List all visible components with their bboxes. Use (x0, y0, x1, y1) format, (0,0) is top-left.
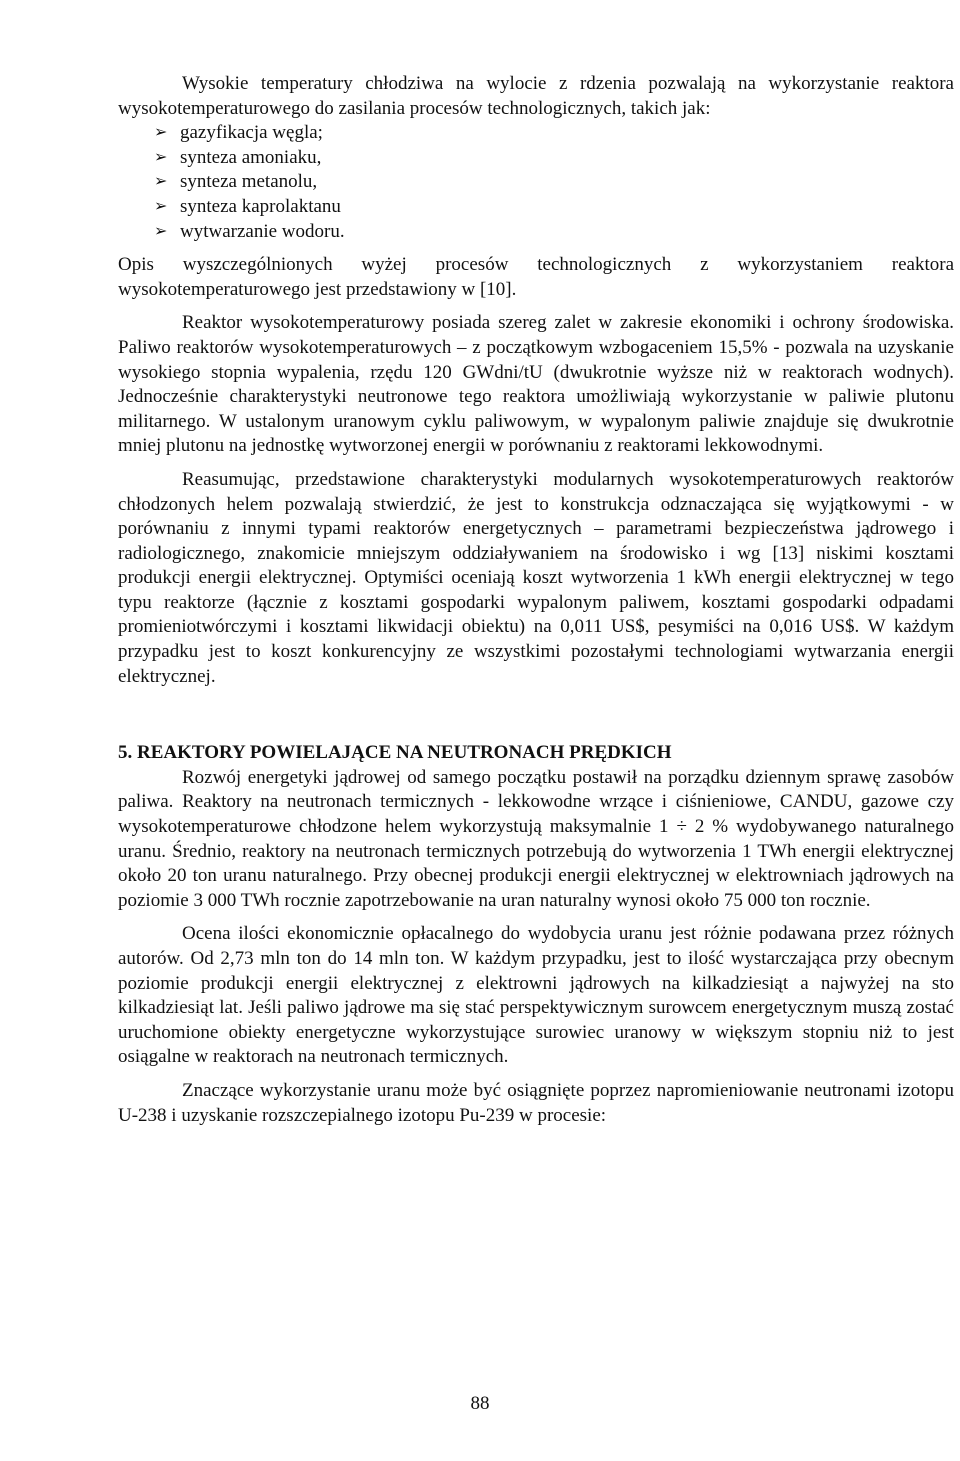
list-item-text: synteza kaprolaktanu (180, 195, 341, 217)
list-item (154, 121, 954, 146)
paragraph-reaktor: Reaktor wysokotemperaturowy posiada szereg zalet w zakresie ekonomiki i ochrony środowiska. Paliwo reaktorów wysokotemperaturowych – z początkowym wzbogaceniem 15,5% - pozwala na uzyskanie wysokiego stopnia wypalenia, rzędu 120 GWdni/tU (dwukrotnie wyższe niż w reaktorach wodnych). Jednocześnie charakterystyki neutronowe tego reaktora umożliwiają wykorzystanie w paliwie plutonu militarnego. W ustalonym uranowym cyklu paliwowym, w wypalonym paliwie znajduje się dwukrotnie mniej plutonu na jednostkę wytworzonej energii w porównaniu z reaktorami lekkowodnymi. (118, 312, 954, 457)
paragraph-ocena: Ocena ilości ekonomicznie opłacalnego do wydobycia uranu jest różnie podawana przez różnych autorów. Od 2,73 mln ton do 14 mln ton. W każdym przypadku, jest to ilość wystarczająca przy obecnym poziomie produkcji energii elektrycznej z elektrowni jądrowych na kilkadziesiąt a najwyżej na sto kilkadziesiąt lat. Jeśli paliwo jądrowe ma się stać perspektywicznym surowcem energetycznym muszą zostać uruchomione obiekty energetyczne wykorzystujące surowiec uranowy w większym stopniu niż to jest osiągalne w reaktorach na neutronach termicznych. (118, 923, 954, 1068)
arrow-bullet-icon: ➢ (154, 173, 168, 191)
spacer (118, 302, 954, 311)
document-page (118, 72, 954, 1128)
list-item (154, 170, 954, 195)
spacer (118, 1070, 954, 1079)
page-number: 88 (470, 1393, 490, 1414)
section-heading: 5. REAKTORY POWIELAJĄCE NA NEUTRONACH PRĘDKICH (118, 742, 672, 764)
arrow-bullet-icon: ➢ (154, 124, 168, 142)
list-item-text: synteza amoniaku, (180, 146, 322, 168)
arrow-bullet-icon: ➢ (154, 222, 168, 240)
list-item-text: gazyfikacja węgla; (180, 122, 323, 144)
spacer (118, 689, 954, 741)
process-list (118, 121, 954, 244)
arrow-bullet-icon: ➢ (154, 197, 168, 215)
paragraph-znaczace: Znaczące wykorzystanie uranu może być osiągnięte poprzez napromieniowanie neutronami izotopu U-238 i uzyskanie rozszczepialnego izotopu Pu-239 w procesie: (118, 1079, 954, 1126)
intro-paragraph: Wysokie temperatury chłodziwa na wylocie z rdzenia pozwalają na wykorzystanie reaktora wysokotemperaturowego do zasilania procesów technologicznych, takich jak: (118, 73, 954, 119)
spacer (118, 913, 954, 922)
list-item (154, 220, 954, 245)
list-item (154, 195, 954, 220)
list-item-text: synteza metanolu, (180, 171, 318, 193)
paragraph-reasumujac: Reasumując, przedstawione charakterystyki modularnych wysokotemperaturowych reaktorów chłodzonych helem pozwalają stwierdzić, że jest to konstrukcja odznaczająca się wyjątkowymi - w porównaniu z innymi typami reaktorów energetycznych – parametrami bezpieczeństwa jądrowego i radiologicznego, znakomicie mniejszym oddziaływaniem na środowisko i wg [13] niskimi kosztami produkcji energii elektrycznej. Optymiści oceniają koszt wytworzenia 1 kWh energii elektrycznej w tego typu reaktorze (łącznie z kosztami gospodarki wypalonym paliwem, kosztami gospodarki odpadami promieniotwórczymi i kosztami likwidacji obiektu) na 0,011 US$, pesymiści na 0,016 US$. W każdym przypadku jest to koszt konkurencyjny ze wszystkimi pozostałymi technologiami wytwarzania energii elektrycznej. (118, 468, 954, 687)
paragraph-opis: Opis wyszczególnionych wyżej procesów technologicznych z wykorzystaniem reaktora wysokotemperaturowego jest przedstawiony w [10]. (118, 254, 954, 300)
paragraph-rozwoj: Rozwój energetyki jądrowej od samego początku postawił na porządku dziennym sprawę zasobów paliwa. Reaktory na neutronach termicznych - lekkowodne wrzące i ciśnieniowe, CANDU, gazowe czy wysokotemperaturowe chłodzone helem wykorzystują maksymalnie 1 ÷ 2 % wydobywanego naturalnego uranu. Średnio, reaktory na neutronach termicznych potrzebują do wytworzenia 1 TWh energii elektrycznej około 20 ton uranu naturalnego. Przy obecnej produkcji energii elektrycznej w elektrowniach jądrowych na poziomie 3 000 TWh rocznie zapotrzebowanie na uran naturalny wynosi około 75 000 ton rocznie. (118, 766, 954, 911)
list-item (154, 146, 954, 171)
arrow-bullet-icon: ➢ (154, 148, 168, 166)
spacer (118, 244, 954, 253)
list-item-text: wytwarzanie wodoru. (180, 220, 345, 242)
spacer (118, 459, 954, 468)
